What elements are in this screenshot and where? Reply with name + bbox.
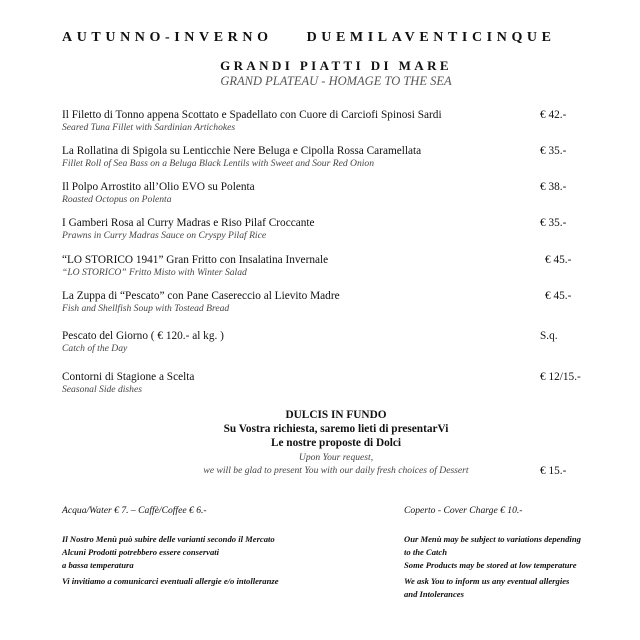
item-english: Prawns in Curry Madras Sauce on Cryspy Pilaf Rice — [62, 230, 267, 241]
item-price: € 45.- — [545, 290, 572, 302]
item-price: € 35.- — [540, 145, 567, 157]
item-name: La Zuppa di “Pescato” con Pane Casereccio al Lievito Madre — [62, 290, 340, 302]
item-price: € 12/15.- — [540, 371, 581, 383]
dessert-en-1: Upon Your request, — [298, 452, 374, 463]
item-name: Il Polpo Arrostito all’Olio EVO su Polenta — [62, 181, 255, 193]
note-italian: Il Nostro Menù può subire delle varianti secondo il Mercato Alcuni Prodotti potrebbero essere conservati a bassa temperatura — [62, 534, 275, 570]
item-name: I Gamberi Rosa al Curry Madras e Riso Pilaf Croccante — [62, 217, 315, 229]
dessert-title: DULCIS IN FUNDO — [285, 409, 387, 421]
item-english: Catch of the Day — [62, 343, 128, 354]
item-price: € 38.- — [540, 181, 567, 193]
season-label: AUTUNNO-INVERNO — [62, 30, 273, 45]
section-title: GRANDI PIATTI DI MARE — [220, 58, 452, 73]
item-name: Il Filetto di Tonno appena Scottato e Spadellato con Cuore di Carciofi Spinosi Sardi — [62, 109, 442, 121]
item-english: “LO STORICO” Fritto Misto with Winter Salad — [62, 267, 247, 278]
cover-charge: Coperto - Cover Charge € 10.- — [404, 505, 523, 516]
dessert-line-1: Su Vostra richiesta, saremo lieti di presentarVi — [223, 423, 449, 435]
dessert-price: € 15.- — [540, 465, 567, 477]
item-english: Fillet Roll of Sea Bass on a Beluga Black Lentils with Sweet and Sour Red Onion — [62, 158, 375, 169]
item-english: Seared Tuna Fillet with Sardinian Artichokes — [62, 122, 236, 133]
allergy-italian: Vi invitiamo a comunicarci eventuali allergie e/o intolleranze — [62, 576, 279, 586]
dessert-en-2: we will be glad to present You with our daily fresh choices of Dessert — [203, 465, 469, 476]
item-price: € 42.- — [540, 109, 567, 121]
item-name: Pescato del Giorno ( € 120.- al kg. ) — [62, 330, 224, 342]
item-name: Contorni di Stagione a Scelta — [62, 371, 195, 383]
year-label: DUEMILAVENTICINQUE — [306, 30, 556, 45]
item-name: La Rollatina di Spigola su Lenticchie Nere Beluga e Cipolla Rossa Caramellata — [62, 145, 422, 157]
section-subtitle: GRAND PLATEAU - HOMAGE TO THE SEA — [220, 74, 452, 88]
item-english: Roasted Octopus on Polenta — [62, 194, 172, 205]
item-price: S.q. — [540, 330, 558, 342]
menu-header — [62, 30, 556, 46]
note-english: Our Menù may be subject to variations depending to the Catch Some Products may be stored at low temperature — [404, 534, 581, 570]
item-english: Seasonal Side dishes — [62, 384, 142, 395]
item-english: Fish and Shellfish Soup with Tostead Bread — [62, 303, 230, 314]
dessert-line-2: Le nostre proposte di Dolci — [270, 437, 402, 449]
drinks-prices: Acqua/Water € 7. – Caffè/Coffee € 6.- — [62, 505, 207, 516]
item-price: € 45.- — [545, 254, 572, 266]
allergy-english: We ask You to inform us any eventual allergies and Intolerances — [404, 576, 570, 599]
item-name: “LO STORICO 1941” Gran Fritto con Insalatina Invernale — [62, 254, 329, 266]
item-price: € 35.- — [540, 217, 567, 229]
